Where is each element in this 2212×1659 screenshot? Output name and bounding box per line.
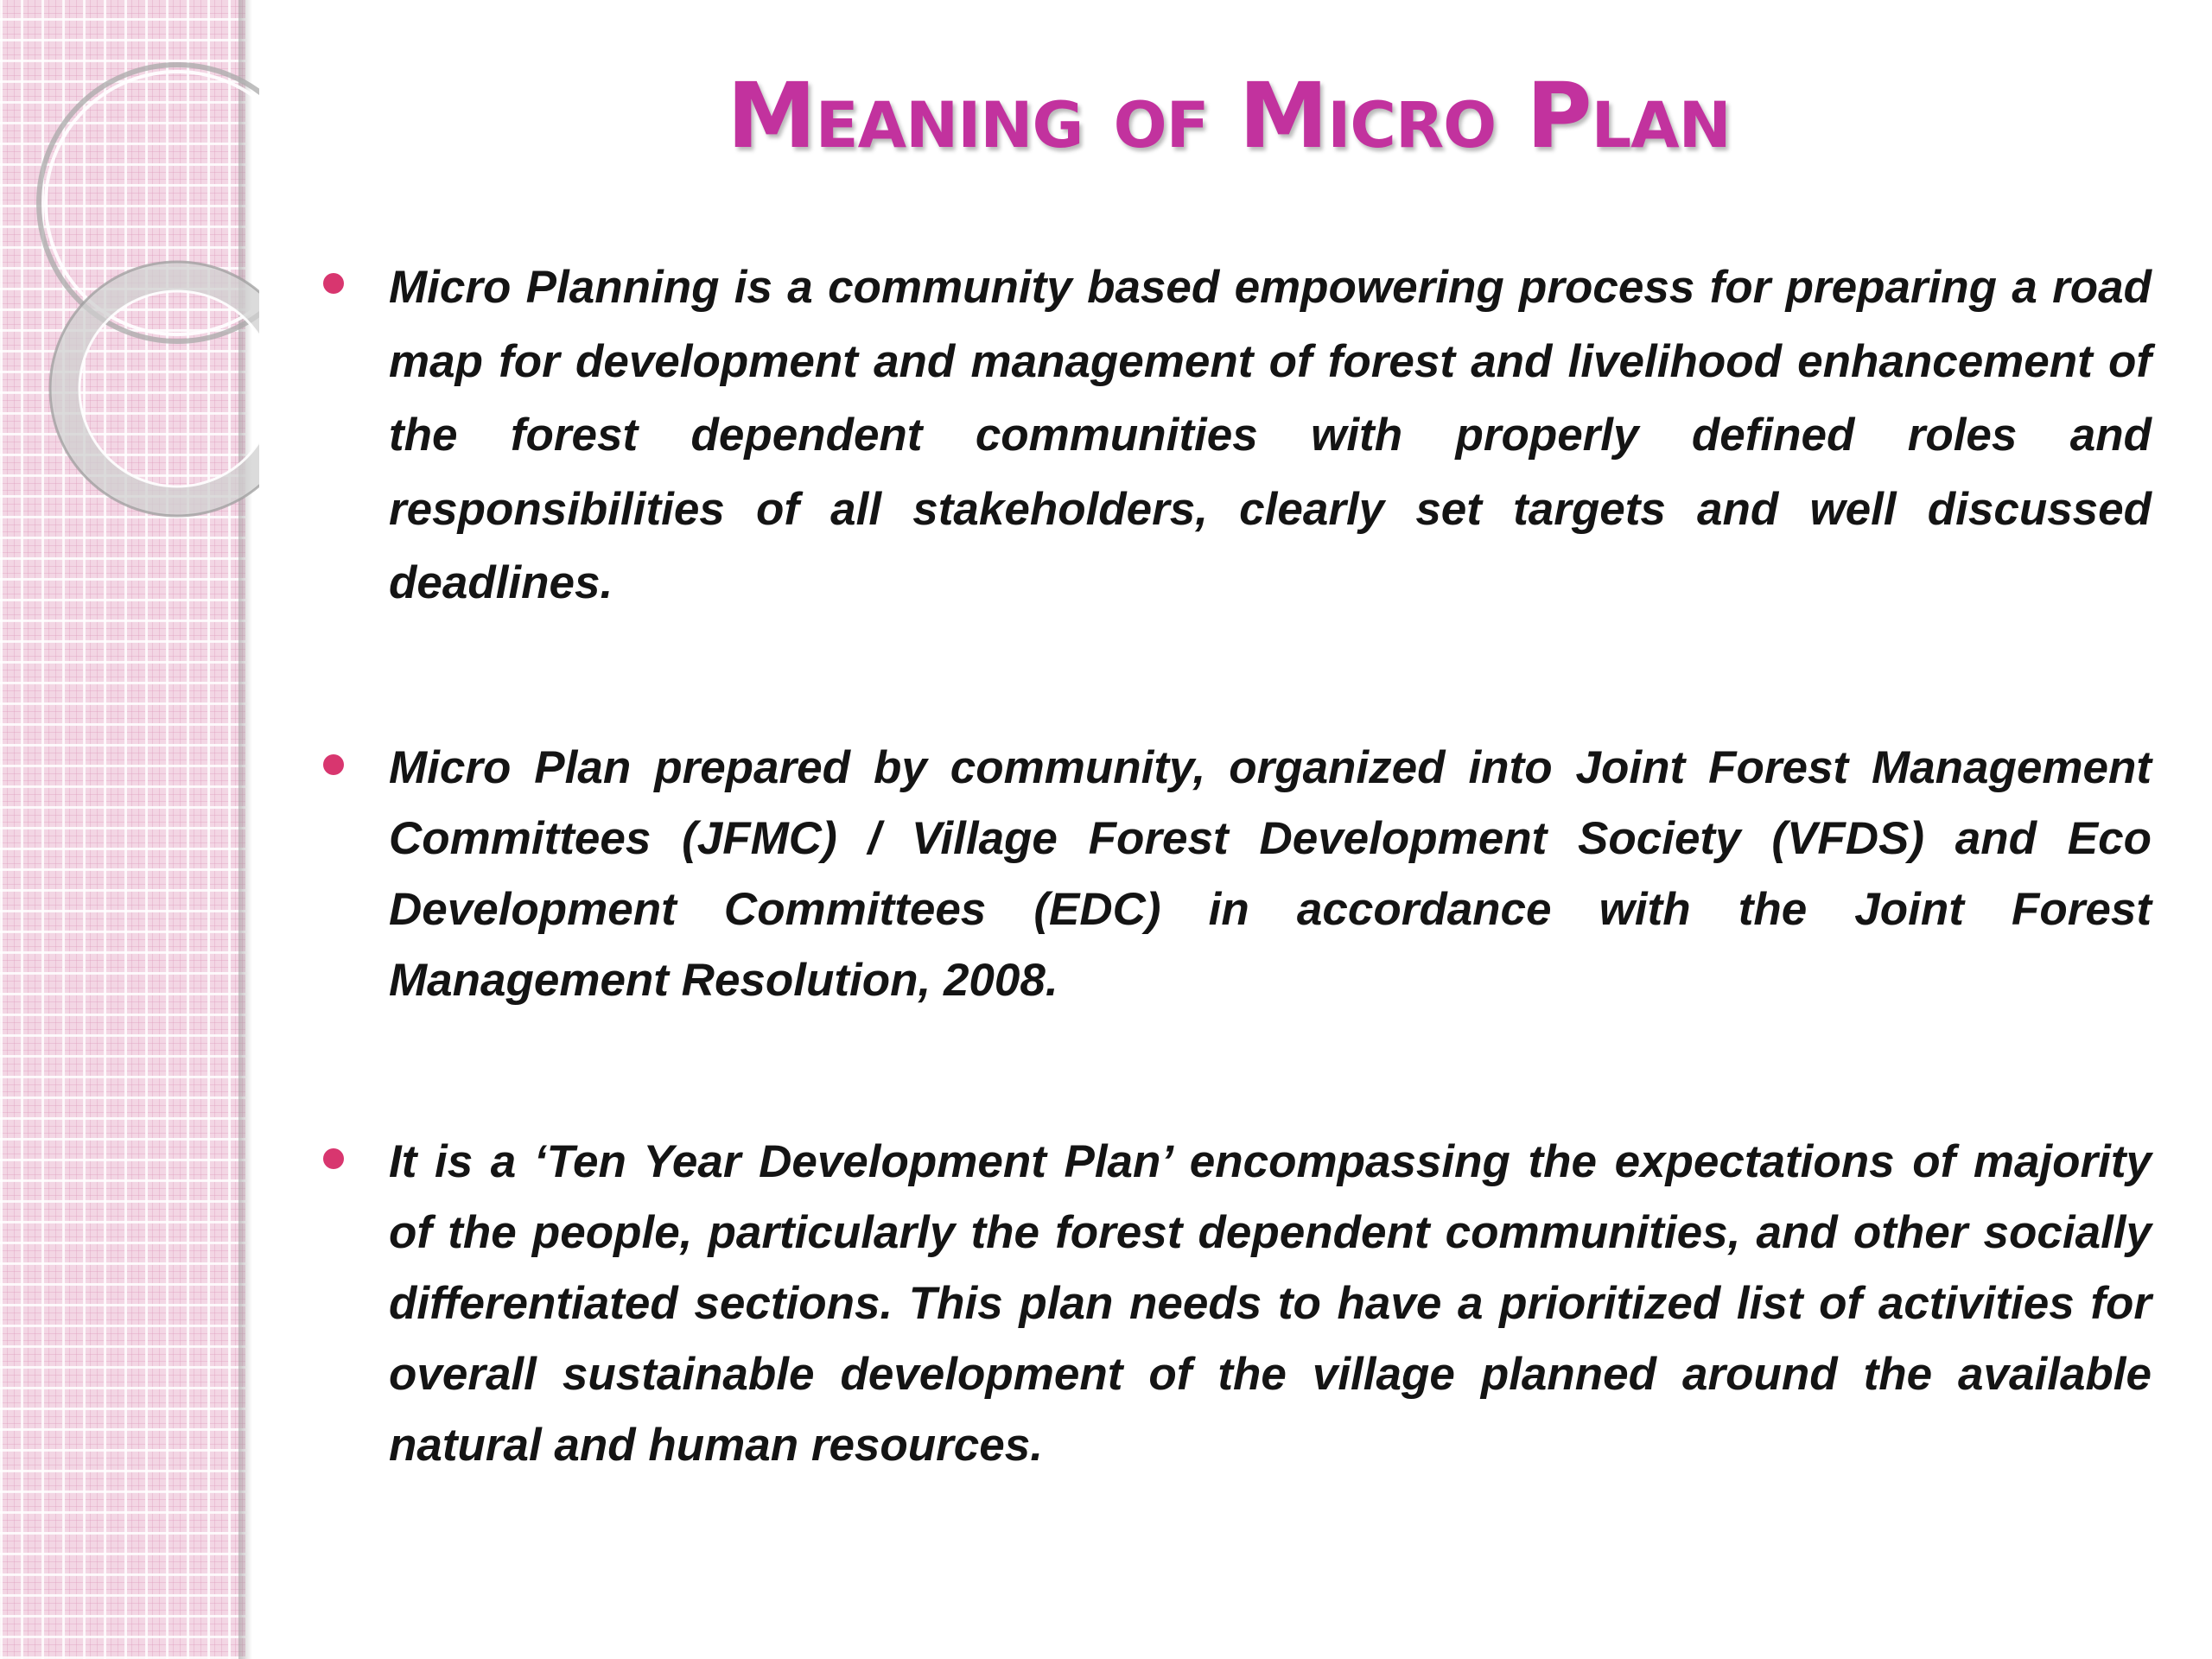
decorative-rings bbox=[0, 0, 259, 553]
bullet-text: Micro Planning is a community based empowering process for preparing a road map for development and management of forest and livelihood enhancement of the forest dependent communities with properly defined roles and responsibilities of all stakeholders, clearly set targets and well discussed deadlines. bbox=[389, 262, 2152, 608]
slide-title: Meaning of Micro Plan bbox=[727, 63, 1731, 168]
bullet-list bbox=[311, 251, 2152, 1481]
bullet-item bbox=[311, 733, 2152, 1016]
bullet-dot-icon bbox=[323, 273, 344, 294]
bullet-dot-icon bbox=[323, 1148, 344, 1169]
bullet-dot-icon bbox=[323, 754, 344, 775]
bullet-text: Micro Plan prepared by community, organized into Joint Forest Management Committees (JFMC) / Village Forest Development Society (VFDS) and Eco Development Committees (EDC) in accordance with the Joint Forest Management Resolution, 2008. bbox=[389, 741, 2152, 1006]
bullet-text: It is a ‘Ten Year Development Plan’ encompassing the expectations of majority of the people, particularly the forest dependent communities, and other socially differentiated sections. This plan needs to have a prioritized list of activities for overall sustainable development of the village planned around the available natural and human resources. bbox=[389, 1135, 2152, 1471]
bullet-item bbox=[311, 1127, 2152, 1481]
bullet-item bbox=[311, 251, 2152, 620]
